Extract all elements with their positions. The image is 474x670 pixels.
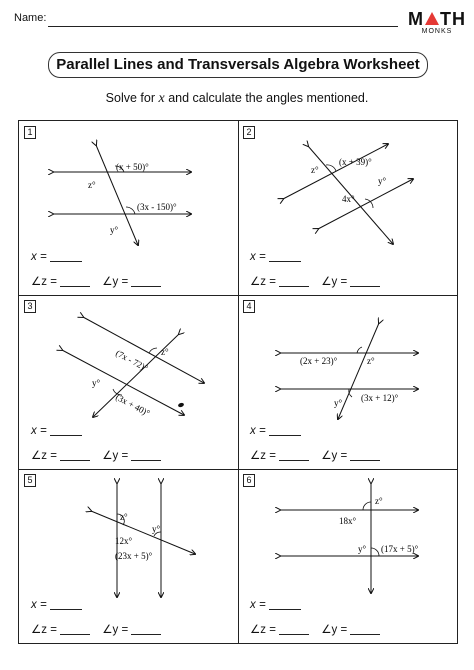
problem-number: 2 <box>243 126 255 139</box>
angle-label: (3x + 12)° <box>361 393 399 403</box>
parallel-line-1 <box>283 144 388 199</box>
problem-number: 3 <box>24 300 36 313</box>
angle-label: (x + 50)° <box>116 162 149 172</box>
angle-answers: ∠z = ∠y = <box>250 274 380 288</box>
y-blank[interactable] <box>350 634 380 635</box>
x-answer: x = <box>31 599 82 611</box>
angle-answers: ∠z = ∠y = <box>31 622 161 636</box>
y-blank[interactable] <box>131 460 161 461</box>
angle-label: (23x + 5)° <box>115 551 153 561</box>
angle-label: y° <box>92 378 101 388</box>
angle-label: 4x° <box>342 194 355 204</box>
x-blank[interactable] <box>50 609 82 610</box>
angle-label: 12x° <box>115 536 133 546</box>
problem-6 <box>238 469 457 643</box>
angle-answers: ∠z = ∠y = <box>31 448 161 462</box>
problem-number: 4 <box>243 300 255 313</box>
problem-number: 5 <box>24 474 36 487</box>
x-answer: x = <box>250 599 301 611</box>
worksheet-title: Parallel Lines and Transversals Algebra Worksheet <box>48 52 428 78</box>
name-label: Name: <box>14 12 47 24</box>
diagram-2 <box>238 121 457 295</box>
triangle-icon <box>425 12 439 25</box>
transversal <box>91 511 195 554</box>
diagram-6 <box>238 469 457 643</box>
x-answer: x = <box>31 251 82 263</box>
y-blank[interactable] <box>131 286 161 287</box>
angle-label: z° <box>311 165 319 175</box>
angle-label: (3x + 40)° <box>114 391 152 419</box>
problems-grid <box>18 120 458 644</box>
angle-label: z° <box>161 347 169 357</box>
problem-3 <box>19 295 239 470</box>
problem-number: 1 <box>24 126 36 139</box>
z-blank[interactable] <box>279 634 309 635</box>
instructions: Solve for x and calculate the angles mentioned. <box>105 91 369 106</box>
diagram-3 <box>19 295 238 469</box>
z-blank[interactable] <box>279 286 309 287</box>
diagram-1 <box>19 121 238 295</box>
problem-number: 6 <box>243 474 255 487</box>
y-blank[interactable] <box>350 286 380 287</box>
z-blank[interactable] <box>279 460 309 461</box>
parallel-line-2 <box>318 179 413 229</box>
angle-label: y° <box>110 225 119 235</box>
angle-answers: ∠z = ∠y = <box>31 274 161 288</box>
z-blank[interactable] <box>60 286 90 287</box>
angle-label: (3x - 150)° <box>137 202 177 212</box>
y-blank[interactable] <box>350 460 380 461</box>
angle-answers: ∠z = ∠y = <box>250 448 380 462</box>
angle-label: y° <box>152 524 161 534</box>
angle-label: z° <box>88 180 96 190</box>
x-answer: x = <box>250 425 301 437</box>
x-blank[interactable] <box>269 609 301 610</box>
problem-2 <box>238 121 457 296</box>
ink-mark <box>177 402 184 408</box>
angle-label: y° <box>378 176 387 186</box>
angle-label: z° <box>120 512 128 522</box>
z-blank[interactable] <box>60 634 90 635</box>
angle-label: (x + 39)° <box>339 157 372 167</box>
math-monks-logo: M TH MONKS <box>408 9 466 35</box>
transversal <box>338 323 379 419</box>
angle-label: (17x + 5)° <box>381 544 419 554</box>
diagram-4 <box>238 295 457 469</box>
x-blank[interactable] <box>50 435 82 436</box>
angle-label: z° <box>375 496 383 506</box>
angle-label: 18x° <box>339 516 357 526</box>
name-field[interactable] <box>48 26 398 27</box>
problem-4 <box>238 295 457 470</box>
angle-label: z° <box>367 356 375 366</box>
angle-label: (7x - 72)° <box>114 347 150 374</box>
x-blank[interactable] <box>269 261 301 262</box>
x-answer: x = <box>250 251 301 263</box>
y-blank[interactable] <box>131 634 161 635</box>
x-blank[interactable] <box>269 435 301 436</box>
problem-1 <box>19 121 239 296</box>
x-blank[interactable] <box>50 261 82 262</box>
z-blank[interactable] <box>60 460 90 461</box>
parallel-line-1 <box>83 317 204 383</box>
angle-label: y° <box>358 544 367 554</box>
x-answer: x = <box>31 425 82 437</box>
angle-label: (2x + 23)° <box>300 356 338 366</box>
angle-label: y° <box>334 398 343 408</box>
diagram-5 <box>19 469 238 643</box>
angle-answers: ∠z = ∠y = <box>250 622 380 636</box>
problem-5 <box>19 469 239 643</box>
